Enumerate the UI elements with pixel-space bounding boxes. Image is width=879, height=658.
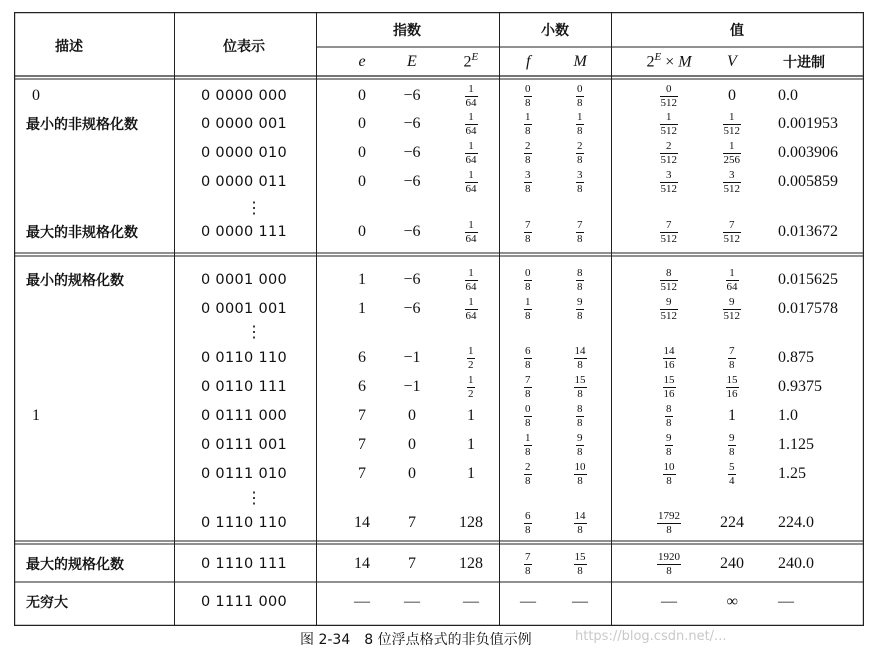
row-bits: 0 1110 111 <box>201 556 288 572</box>
row-E: −1 <box>403 349 421 366</box>
row-V <box>728 346 736 371</box>
numerator: 1 <box>729 139 735 152</box>
row-f <box>524 112 532 137</box>
denominator: 64 <box>465 153 477 166</box>
float-table <box>14 12 864 626</box>
numerator: 2 <box>525 460 531 473</box>
header-exponent: 指数 <box>393 23 421 39</box>
row-V <box>726 375 739 400</box>
numerator: 9 <box>729 431 735 444</box>
row-f <box>524 268 532 293</box>
header-e: e <box>358 53 366 70</box>
row-decimal: 0.003906 <box>778 144 838 161</box>
row-2E-M <box>660 84 679 109</box>
denominator: 8 <box>577 280 583 293</box>
denominator: 8 <box>525 523 531 536</box>
header-M: M <box>573 53 587 70</box>
denominator: 8 <box>577 124 583 137</box>
row-decimal: — <box>778 593 794 610</box>
row-2E-M <box>660 141 679 166</box>
numerator: 1 <box>468 82 474 95</box>
row-M <box>576 220 584 245</box>
denominator: 8 <box>525 564 531 577</box>
ellipsis-0: ⋮ <box>246 198 262 217</box>
denominator: 8 <box>577 564 583 577</box>
denominator: 8 <box>525 124 531 137</box>
numerator: 1 <box>525 431 531 444</box>
row-V <box>728 433 736 458</box>
row-2E <box>465 297 478 322</box>
numerator: 9 <box>729 295 735 308</box>
denominator: 4 <box>729 474 735 487</box>
numerator: 9 <box>666 295 672 308</box>
row-e: 1 <box>358 271 366 288</box>
denominator: 512 <box>660 232 677 245</box>
numerator: 9 <box>666 431 672 444</box>
row-description: 1 <box>32 407 40 424</box>
denominator: 8 <box>525 182 531 195</box>
numerator: 1 <box>468 139 474 152</box>
numerator: 1 <box>729 266 735 279</box>
row-f <box>524 220 532 245</box>
row-decimal: 1.125 <box>778 436 814 453</box>
numerator: 1792 <box>658 509 680 522</box>
row-2E: 1 <box>467 465 475 482</box>
row-description: 无穷大 <box>26 595 68 611</box>
row-M <box>574 552 587 577</box>
row-E: −6 <box>403 300 421 317</box>
row-E: −6 <box>403 223 421 240</box>
row-2E <box>467 346 475 371</box>
row-f <box>524 141 532 166</box>
denominator: 8 <box>525 153 531 166</box>
numerator: 2 <box>525 139 531 152</box>
row-bits: 0 0111 000 <box>201 408 288 424</box>
row-E: 7 <box>408 514 416 531</box>
denominator: 8 <box>525 387 531 400</box>
caption-label: 图 2-34 <box>300 632 351 648</box>
row-2E: 1 <box>467 407 475 424</box>
denominator: 64 <box>465 309 477 322</box>
row-e: 7 <box>358 407 366 424</box>
numerator: 1 <box>666 110 672 123</box>
row-2E: — <box>463 593 479 610</box>
denominator: 8 <box>577 96 583 109</box>
row-2E <box>465 170 478 195</box>
row-2E-M <box>657 511 681 536</box>
row-E: −1 <box>403 378 421 395</box>
denominator: 8 <box>525 232 531 245</box>
numerator: 15 <box>574 373 586 386</box>
denominator: 8 <box>525 358 531 371</box>
numerator: 8 <box>666 402 672 415</box>
header-decimal: 十进制 <box>783 55 825 71</box>
numerator: 8 <box>577 266 583 279</box>
numerator: 1 <box>525 110 531 123</box>
denominator: 512 <box>723 232 740 245</box>
numerator: 0 <box>525 402 531 415</box>
row-E: −6 <box>403 144 421 161</box>
numerator: 0 <box>577 82 583 95</box>
denominator: 8 <box>666 445 672 458</box>
numerator: 6 <box>525 509 531 522</box>
row-bits: 0 0001 001 <box>201 301 288 317</box>
row-M <box>576 141 584 166</box>
caption-text: 8 位浮点格式的非负值示例 <box>364 632 532 648</box>
numerator: 14 <box>574 344 586 357</box>
row-f <box>524 433 532 458</box>
row-M <box>576 268 584 293</box>
numerator: 1920 <box>658 550 680 563</box>
row-V <box>726 268 739 293</box>
row-decimal: 0.013672 <box>778 223 838 240</box>
header-V: V <box>727 53 737 70</box>
row-V <box>723 141 742 166</box>
numerator: 2 <box>666 139 672 152</box>
row-e: — <box>354 593 370 610</box>
row-V: 240 <box>720 555 744 572</box>
row-V <box>723 170 742 195</box>
row-f <box>524 511 532 536</box>
row-V: 1 <box>728 407 736 424</box>
row-f <box>524 297 532 322</box>
numerator: 3 <box>525 168 531 181</box>
numerator: 14 <box>663 344 675 357</box>
header-bits: 位表示 <box>223 39 265 55</box>
row-e: 1 <box>358 300 366 317</box>
row-E: −6 <box>403 271 421 288</box>
row-V <box>723 220 742 245</box>
row-2E-M <box>657 552 681 577</box>
denominator: 8 <box>577 153 583 166</box>
ellipsis-2: ⋮ <box>246 488 262 507</box>
header-f: f <box>526 53 531 70</box>
watermark: https://blog.csdn.net/... <box>575 629 727 644</box>
numerator: 9 <box>577 431 583 444</box>
row-decimal: 1.0 <box>778 407 798 424</box>
header-description: 描述 <box>55 39 83 55</box>
row-decimal: 0.005859 <box>778 173 838 190</box>
row-f <box>524 84 532 109</box>
denominator: 64 <box>465 124 477 137</box>
row-decimal: 0.9375 <box>778 378 822 395</box>
figure-caption <box>300 629 532 649</box>
row-decimal: 224.0 <box>778 514 814 531</box>
numerator: 1 <box>468 266 474 279</box>
denominator: 8 <box>577 182 583 195</box>
denominator: 8 <box>525 96 531 109</box>
row-decimal: 1.25 <box>778 465 806 482</box>
row-f <box>524 346 532 371</box>
row-2E <box>465 141 478 166</box>
denominator: 512 <box>660 280 677 293</box>
numerator: 1 <box>525 295 531 308</box>
row-2E <box>465 112 478 137</box>
denominator: 512 <box>660 153 677 166</box>
row-e: 14 <box>354 555 370 572</box>
denominator: 8 <box>666 564 672 577</box>
denominator: 512 <box>660 182 677 195</box>
row-M <box>574 375 587 400</box>
denominator: 8 <box>666 523 672 536</box>
denominator: 512 <box>723 309 740 322</box>
denominator: 256 <box>723 153 740 166</box>
row-2E-M <box>660 220 679 245</box>
header-value: 值 <box>730 23 744 39</box>
row-E: −6 <box>403 115 421 132</box>
row-e: 0 <box>358 115 366 132</box>
denominator: 64 <box>465 182 477 195</box>
row-e: 6 <box>358 349 366 366</box>
row-V: 224 <box>720 514 744 531</box>
row-e: 7 <box>358 436 366 453</box>
numerator: 15 <box>726 373 738 386</box>
numerator: 7 <box>525 550 531 563</box>
row-M <box>576 112 584 137</box>
numerator: 10 <box>663 460 675 473</box>
numerator: 15 <box>574 550 586 563</box>
denominator: 8 <box>577 358 583 371</box>
row-e: 0 <box>358 144 366 161</box>
denominator: 16 <box>726 387 738 400</box>
denominator: 16 <box>663 358 675 371</box>
denominator: 8 <box>729 358 735 371</box>
row-e: 0 <box>358 223 366 240</box>
row-M: — <box>572 593 588 610</box>
denominator: 8 <box>525 280 531 293</box>
numerator: 1 <box>468 373 474 386</box>
numerator: 0 <box>666 82 672 95</box>
denominator: 64 <box>726 280 738 293</box>
denominator: 8 <box>729 445 735 458</box>
denominator: 8 <box>666 416 672 429</box>
numerator: 0 <box>525 266 531 279</box>
numerator: 1 <box>468 344 474 357</box>
denominator: 2 <box>468 358 474 371</box>
row-bits: 0 0111 010 <box>201 466 288 482</box>
numerator: 15 <box>663 373 675 386</box>
row-M <box>574 462 587 487</box>
row-description: 最大的规格化数 <box>26 557 124 573</box>
row-f <box>524 552 532 577</box>
numerator: 8 <box>666 266 672 279</box>
header-E: E <box>407 53 417 70</box>
row-V <box>723 297 742 322</box>
numerator: 0 <box>525 82 531 95</box>
row-E: 7 <box>408 555 416 572</box>
row-e: 0 <box>358 87 366 104</box>
row-V <box>723 112 742 137</box>
denominator: 512 <box>660 124 677 137</box>
numerator: 10 <box>574 460 586 473</box>
row-decimal: 0.015625 <box>778 271 838 288</box>
row-description: 最小的非规格化数 <box>26 117 138 133</box>
row-2E: 128 <box>459 555 483 572</box>
row-M <box>574 346 587 371</box>
denominator: 8 <box>577 445 583 458</box>
row-description: 最小的规格化数 <box>26 273 124 289</box>
row-2E-M <box>660 112 679 137</box>
row-bits: 0 0000 001 <box>201 116 288 132</box>
denominator: 2 <box>468 387 474 400</box>
row-2E <box>465 268 478 293</box>
row-bits: 0 0000 111 <box>201 224 288 240</box>
row-bits: 0 0111 001 <box>201 437 288 453</box>
row-2E-M <box>663 462 676 487</box>
row-e: 14 <box>354 514 370 531</box>
numerator: 2 <box>577 139 583 152</box>
denominator: 512 <box>723 182 740 195</box>
row-decimal: 240.0 <box>778 555 814 572</box>
numerator: 5 <box>729 460 735 473</box>
row-E: −6 <box>403 87 421 104</box>
row-2E-M <box>660 268 679 293</box>
numerator: 8 <box>577 402 583 415</box>
row-E: −6 <box>403 173 421 190</box>
denominator: 8 <box>577 523 583 536</box>
row-2E-M <box>665 404 673 429</box>
row-E: 0 <box>408 407 416 424</box>
denominator: 8 <box>577 309 583 322</box>
row-bits: 0 0110 111 <box>201 379 288 395</box>
row-e: 0 <box>358 173 366 190</box>
numerator: 3 <box>729 168 735 181</box>
denominator: 64 <box>465 280 477 293</box>
denominator: 8 <box>577 232 583 245</box>
row-f <box>524 375 532 400</box>
row-bits: 0 1110 110 <box>201 515 288 531</box>
denominator: 16 <box>663 387 675 400</box>
row-decimal: 0.017578 <box>778 300 838 317</box>
row-bits: 0 0000 000 <box>201 88 288 104</box>
numerator: 1 <box>468 168 474 181</box>
row-M <box>576 170 584 195</box>
denominator: 512 <box>660 96 677 109</box>
denominator: 8 <box>577 474 583 487</box>
denominator: 8 <box>666 474 672 487</box>
numerator: 6 <box>525 344 531 357</box>
numerator: 7 <box>525 373 531 386</box>
denominator: 64 <box>465 96 477 109</box>
row-bits: 0 0000 010 <box>201 145 288 161</box>
row-2E: 1 <box>467 436 475 453</box>
row-M <box>576 433 584 458</box>
ellipsis-1: ⋮ <box>246 322 262 341</box>
numerator: 1 <box>468 110 474 123</box>
numerator: 7 <box>729 344 735 357</box>
numerator: 7 <box>729 218 735 231</box>
row-bits: 0 0001 000 <box>201 272 288 288</box>
row-f <box>524 462 532 487</box>
denominator: 8 <box>525 309 531 322</box>
row-M <box>574 511 587 536</box>
row-M <box>576 84 584 109</box>
denominator: 64 <box>465 232 477 245</box>
row-bits: 0 0000 011 <box>201 174 288 190</box>
row-e: 6 <box>358 378 366 395</box>
denominator: 8 <box>525 445 531 458</box>
row-V <box>728 462 736 487</box>
row-2E-M <box>663 375 676 400</box>
numerator: 1 <box>577 110 583 123</box>
row-2E-M <box>663 346 676 371</box>
numerator: 7 <box>577 218 583 231</box>
row-2E <box>467 375 475 400</box>
row-bits: 0 0110 110 <box>201 350 288 366</box>
row-description: 最大的非规格化数 <box>26 225 138 241</box>
numerator: 9 <box>577 295 583 308</box>
numerator: 3 <box>666 168 672 181</box>
row-V: ∞ <box>726 593 738 610</box>
row-f: — <box>520 593 536 610</box>
numerator: 7 <box>666 218 672 231</box>
row-bits: 0 1111 000 <box>201 594 288 610</box>
header-2E-times-M: $2^E \times M$ <box>646 51 692 71</box>
row-E: 0 <box>408 436 416 453</box>
denominator: 512 <box>723 124 740 137</box>
row-2E-M: — <box>661 593 677 610</box>
denominator: 512 <box>660 309 677 322</box>
numerator: 1 <box>729 110 735 123</box>
row-f <box>524 170 532 195</box>
row-M <box>576 404 584 429</box>
header-2E: $2^E$ <box>463 51 479 71</box>
row-decimal: 0.0 <box>778 87 798 104</box>
row-E: — <box>404 593 420 610</box>
row-2E-M <box>660 297 679 322</box>
row-2E: 128 <box>459 514 483 531</box>
denominator: 8 <box>577 387 583 400</box>
header-fraction: 小数 <box>541 23 569 39</box>
row-2E-M <box>660 170 679 195</box>
numerator: 14 <box>574 509 586 522</box>
row-2E-M <box>665 433 673 458</box>
numerator: 3 <box>577 168 583 181</box>
row-V: 0 <box>728 87 736 104</box>
row-2E <box>465 220 478 245</box>
row-E: 0 <box>408 465 416 482</box>
numerator: 1 <box>468 295 474 308</box>
row-e: 7 <box>358 465 366 482</box>
denominator: 8 <box>525 474 531 487</box>
row-decimal: 0.001953 <box>778 115 838 132</box>
denominator: 8 <box>577 416 583 429</box>
numerator: 7 <box>525 218 531 231</box>
row-decimal: 0.875 <box>778 349 814 366</box>
row-f <box>524 404 532 429</box>
numerator: 1 <box>468 218 474 231</box>
row-M <box>576 297 584 322</box>
denominator: 8 <box>525 416 531 429</box>
row-2E <box>465 84 478 109</box>
row-description: 0 <box>32 87 40 104</box>
